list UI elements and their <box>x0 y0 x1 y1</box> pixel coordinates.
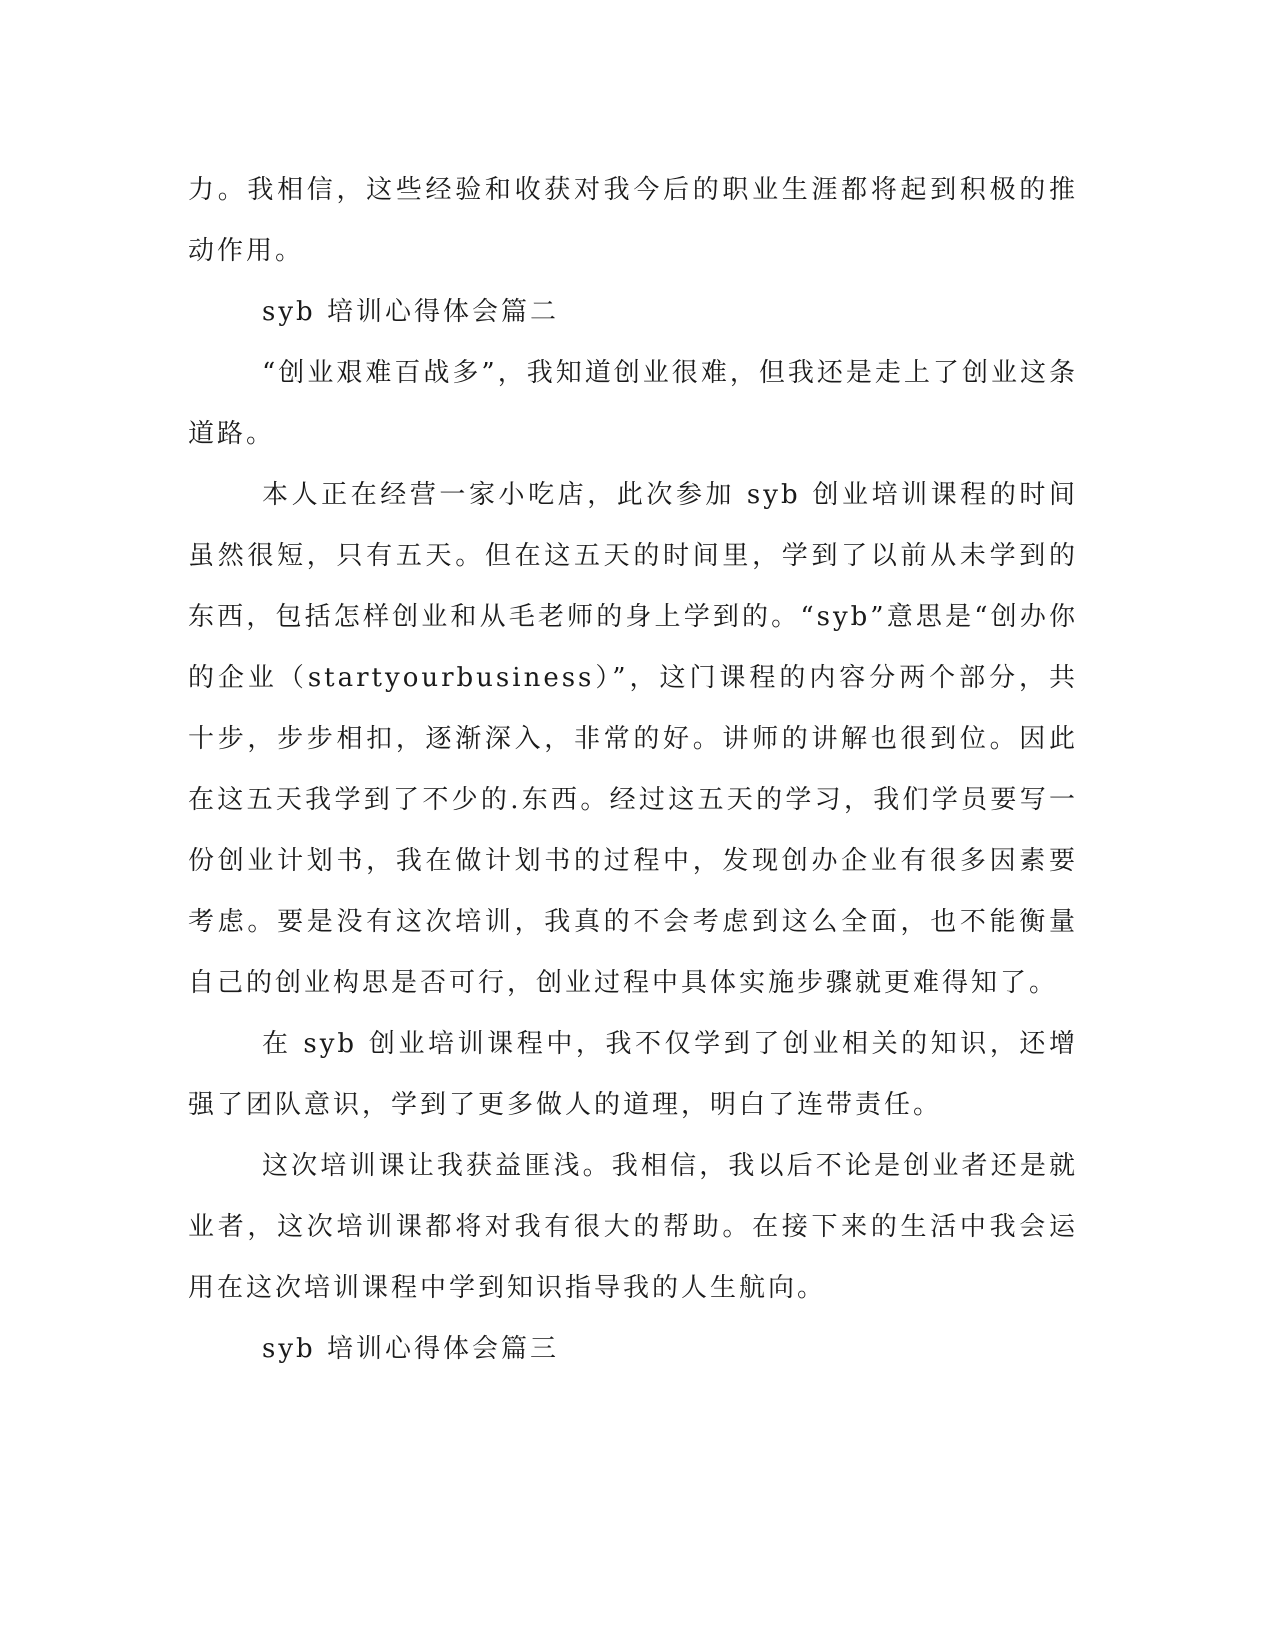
paragraph-quote: “创业艰难百战多”，我知道创业很难，但我还是走上了创业这条道路。 <box>188 358 1078 449</box>
paragraph-continuation: 力。我相信，这些经验和收获对我今后的职业生涯都将起到积极的推动作用。 <box>188 175 1078 266</box>
paragraph-team-awareness: 在 syb 创业培训课程中，我不仅学到了创业相关的知识，还增强了团队意识，学到了更多做人的道理，明白了连带责任。 <box>188 1029 1078 1120</box>
document-body <box>188 160 1078 1380</box>
section-heading-part-two: syb 培训心得体会篇二 <box>262 297 559 327</box>
paragraph-course-experience: 本人正在经营一家小吃店，此次参加 syb 创业培训课程的时间虽然很短，只有五天。但在这五天的时间里，学到了以前从未学到的东西，包括怎样创业和从毛老师的身上学到的。“syb”意思是“创办你的企业（startyourbusiness）”，这门课程的内容分两个部分，共十步，步步相扣，逐渐深入，非常的好。讲师的讲解也很到位。因此在这五天我学到了不少的.东西。经过这五天的学习，我们学员要写一份创业计划书，我在做计划书的过程中，发现创办企业有很多因素要考虑。要是没有这次培训，我真的不会考虑到这么全面，也不能衡量自己的创业构思是否可行，创业过程中具体实施步骤就更难得知了。 <box>188 480 1078 998</box>
section-heading-part-three: syb 培训心得体会篇三 <box>262 1334 559 1364</box>
paragraph-conclusion: 这次培训课让我获益匪浅。我相信，我以后不论是创业者还是就业者，这次培训课都将对我有很大的帮助。在接下来的生活中我会运用在这次培训课程中学到知识指导我的人生航向。 <box>188 1151 1078 1303</box>
